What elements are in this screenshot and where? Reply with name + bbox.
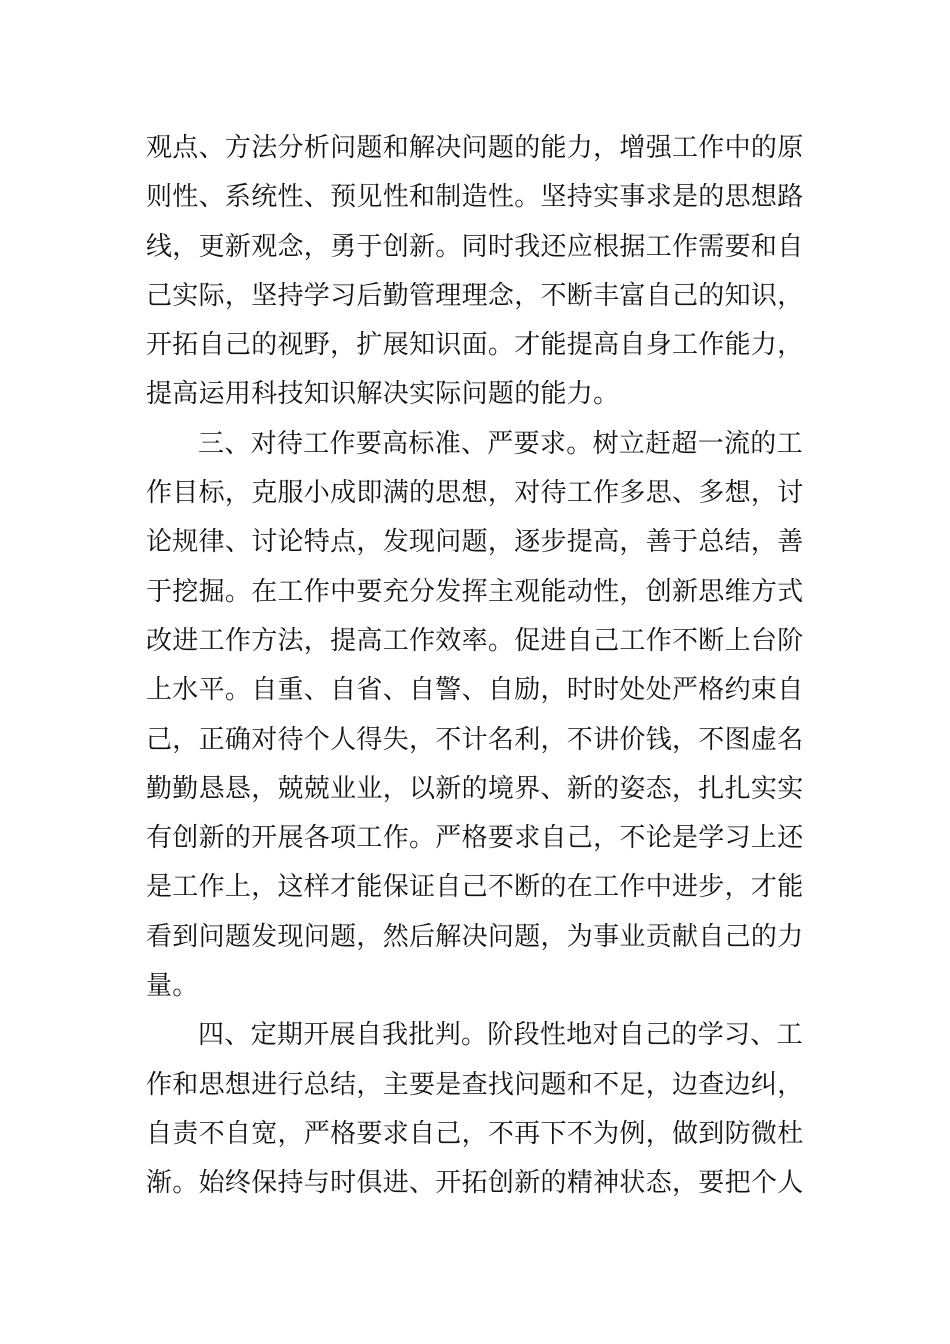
text-line: 则性、系统性、预见性和制造性。坚持实事求是的思想路 bbox=[146, 182, 804, 213]
text-line: 观点、方法分析问题和解决问题的能力，增强工作中的原 bbox=[146, 133, 804, 163]
document-body bbox=[146, 124, 826, 1209]
text-line: 论规律、讨论特点，发现问题，逐步提高，善于总结，善 bbox=[146, 527, 804, 558]
text-line: 四、定期开展自我批判。阶段性地对自己的学习、工 bbox=[198, 1020, 803, 1051]
text-line: 有创新的开展各项工作。严格要求自己，不论是学习上还 bbox=[146, 823, 804, 854]
text-line: 提高运用科技知识解决实际问题的能力。 bbox=[146, 379, 620, 410]
text-line: 三、对待工作要高标准、严要求。树立赶超一流的工 bbox=[198, 428, 803, 459]
text-line: 上水平。自重、自省、自警、自励，时时处处严格约束自 bbox=[146, 675, 804, 706]
text-line: 看到问题发现问题，然后解决问题，为事业贡献自己的力 bbox=[146, 921, 804, 952]
text-line: 渐。始终保持与时俱进、开拓创新的精神状态，要把个人 bbox=[146, 1168, 804, 1199]
text-line: 开拓自己的视野，扩展知识面。才能提高自身工作能力， bbox=[146, 330, 804, 361]
text-line: 于挖掘。在工作中要充分发挥主观能动性，创新思维方式 bbox=[146, 576, 804, 607]
text-line: 量。 bbox=[146, 971, 199, 1002]
paragraph-3 bbox=[146, 1011, 826, 1208]
text-line: 己实际，坚持学习后勤管理理念，不断丰富自己的知识， bbox=[146, 280, 804, 311]
paragraph-2 bbox=[146, 420, 826, 1012]
text-line: 作和思想进行总结，主要是查找问题和不足，边查边纠， bbox=[146, 1069, 804, 1100]
text-line: 作目标，克服小成即满的思想，对待工作多思、多想，讨 bbox=[146, 478, 804, 509]
text-line: 是工作上，这样才能保证自己不断的在工作中进步，才能 bbox=[146, 872, 804, 903]
text-line: 己，正确对待个人得失，不计名利，不讲价钱，不图虚名 bbox=[146, 724, 804, 755]
paragraph-1 bbox=[146, 124, 826, 420]
text-line: 勤勤恳恳，兢兢业业，以新的境界、新的姿态，扎扎实实 bbox=[146, 773, 804, 804]
text-line: 自责不自宽，严格要求自己，不再下不为例，做到防微杜 bbox=[146, 1118, 804, 1149]
text-line: 改进工作方法，提高工作效率。促进自己工作不断上台阶 bbox=[146, 625, 804, 656]
text-line: 线，更新观念，勇于创新。同时我还应根据工作需要和自 bbox=[146, 231, 804, 262]
